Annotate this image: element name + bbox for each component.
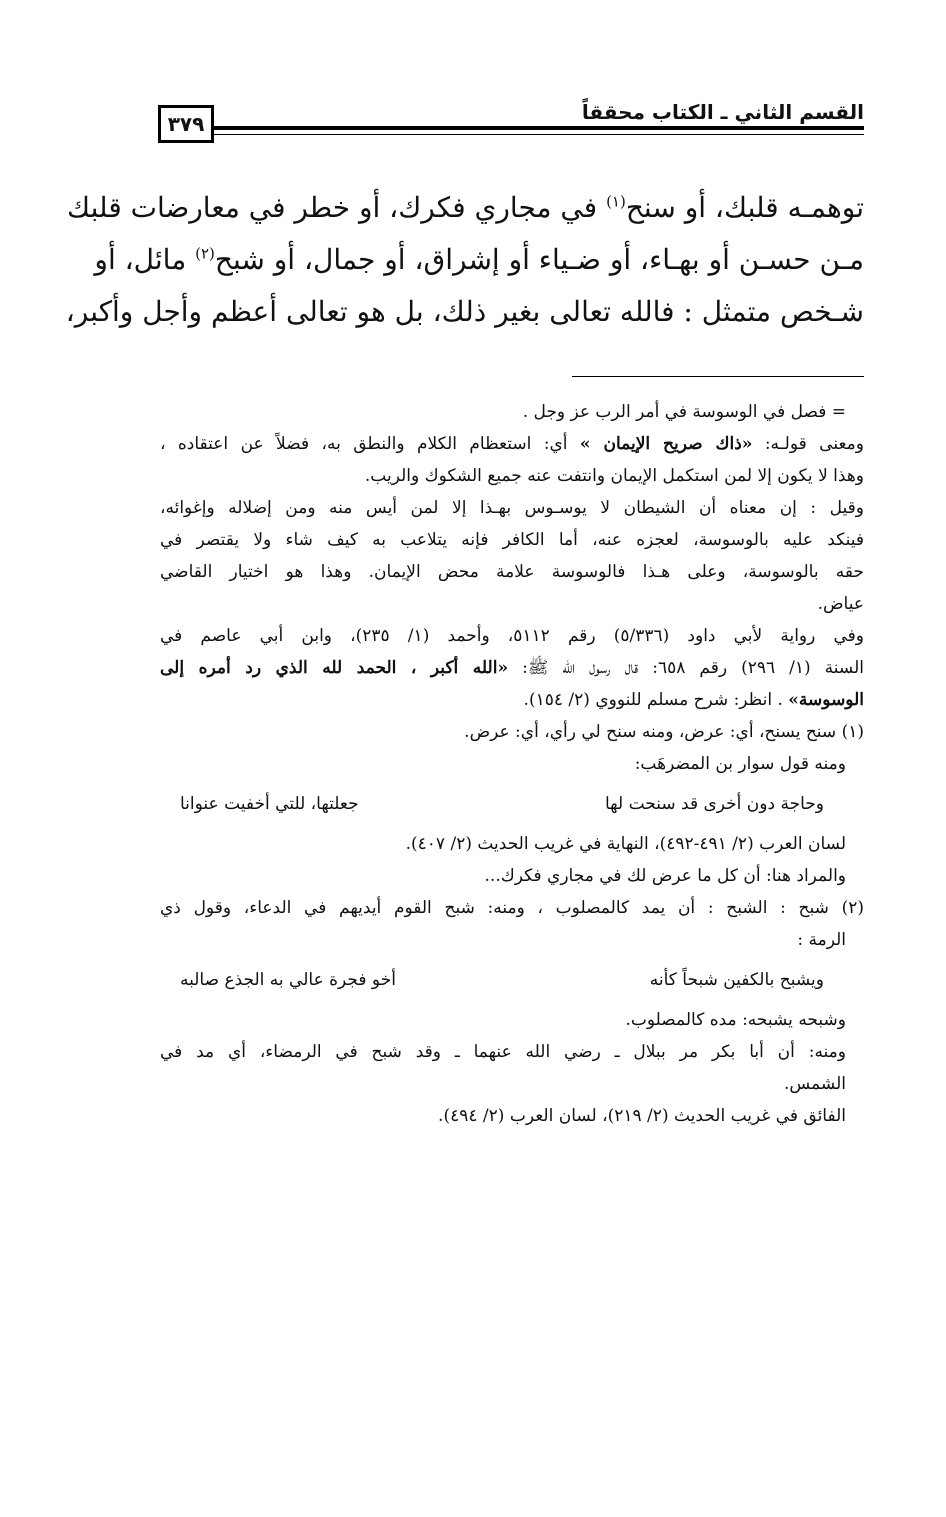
hadith-quote: «ذاك صريح الإيمان » <box>579 434 753 454</box>
main-line-1-end: في مجاري فكرك، أو خطر في معارضات قلبك <box>67 191 598 224</box>
footnote-line: حقه بالوسوسة، وعلى هـذا فالوسوسة علامة محض الإيمان. وهذا هو اختيار القاضي <box>160 562 864 582</box>
hadith-quote: الوسوسة» <box>788 690 864 710</box>
footnote-line: وفي رواية لأبي داود (٥/٣٣٦) رقم ٥١١٢، وأحمد (١/ ٢٣٥)، وابن أبي عاصم في <box>160 626 864 646</box>
footnote-line: الرمة : <box>797 930 846 950</box>
footnote-line: وقيل : إن معناه أن الشيطان لا يوسـوس بهـذا إلا لمن أيس منه ومن إضلاله وإغوائه، <box>160 498 864 518</box>
main-line-3: شـخص متمثل : فالله تعالى بغير ذلك، بل هو تعالى أعظم وأجل وأكبر، <box>65 295 864 328</box>
page-number: ٣٧٩ <box>158 105 214 143</box>
footnote-line: عياض. <box>817 594 864 614</box>
header-rule-thin <box>214 134 864 135</box>
footnote-2: (٢) شبح : الشبح : أن يمد كالمصلوب ، ومنه: شبح القوم أيديهم في الدعاء، وقول ذي <box>160 898 864 918</box>
running-header: القسم الثاني ـ الكتاب محققاً <box>581 100 864 124</box>
footnotes <box>160 396 864 1132</box>
poem-hemistich-second: جعلتها، للتي أخفيت عنوانا <box>180 794 359 814</box>
main-line-1-start: توهمـه قلبك، أو سنح <box>625 191 864 224</box>
footnote-line <box>160 684 864 716</box>
footnote-line: ومنه قول سوار بن المضرهَب: <box>634 754 846 774</box>
poem-hemistich-first: وحاجة دون أخرى قد سنحت لها <box>604 794 824 814</box>
footnote-line: فينكد عليه بالوسوسة، لعجزه عنه، أما الكافر فإنه يتلاعب به كيف شاء ولا يقتصر في <box>160 530 864 550</box>
main-line-2-end: مائل، أو <box>94 243 187 276</box>
footnote-line: لسان العرب (٢/ ٤٩١-٤٩٢)، النهاية في غريب الحديث (٢/ ٤٠٧). <box>405 834 846 854</box>
poem-hemistich-first: ويشبح بالكفين شبحاً كأنه <box>649 970 824 990</box>
main-line-2-start: مـن حسـن أو بهـاء، أو ضـياء أو إشراق، أو جمال، أو شبح <box>214 243 864 276</box>
footnote-separator <box>572 376 864 377</box>
hadith-quote: «الله أكبر ، الحمد لله الذي رد أمره إلى <box>160 658 509 678</box>
footnote-line: وشبحه يشبحه: مده كالمصلوب. <box>625 1010 846 1030</box>
main-line-2 <box>94 234 864 286</box>
footnote-line <box>160 428 864 460</box>
footnote-continuation-line: = فصل في الوسوسة في أمر الرب عز وجل . <box>522 402 846 422</box>
footnote-line: والمراد هنا: أن كل ما عرض لك في مجاري فكرك... <box>484 866 846 886</box>
poem-verse <box>160 956 864 1004</box>
footnote-line: الفائق في غريب الحديث (٢/ ٢١٩)، لسان العرب (٢/ ٤٩٤). <box>438 1106 846 1126</box>
poem-verse <box>160 780 864 828</box>
footnote-1: (١) سنح يسنح، أي: عرض، ومنه سنح لي رأي، أي: عرض. <box>464 722 864 742</box>
footnote-line <box>160 652 864 684</box>
footnote-text: السنة (١/ ٢٩٦) رقم ٦٥٨: قال رسول الله ﷺ: <box>508 658 864 678</box>
main-text <box>65 182 864 338</box>
main-line-1 <box>67 182 864 234</box>
footnote-text: ومعنى قولـه: <box>752 434 864 454</box>
footnote-text: أي: استعظام الكلام والنطق به، فضلاً عن اعتقاده ، <box>160 434 580 454</box>
footnote-ref-2: (٢) <box>195 244 215 263</box>
poem-hemistich-second: أخو فجرة عالي به الجذع صالبه <box>180 970 396 990</box>
footnote-line: ومنه: أن أبا بكر مر ببلال ـ رضي الله عنهما ـ وقد شبح في الرمضاء، أي مد في <box>160 1042 846 1062</box>
footnote-ref-1: (١) <box>606 192 626 211</box>
header-rule <box>214 126 864 130</box>
footnote-line: الشمس. <box>784 1074 846 1094</box>
footnote-line: وهذا لا يكون إلا لمن استكمل الإيمان وانتفت عنه جميع الشكوك والريب. <box>364 466 864 486</box>
footnote-text: . انظر: شرح مسلم للنووي (٢/ ١٥٤). <box>523 690 789 710</box>
